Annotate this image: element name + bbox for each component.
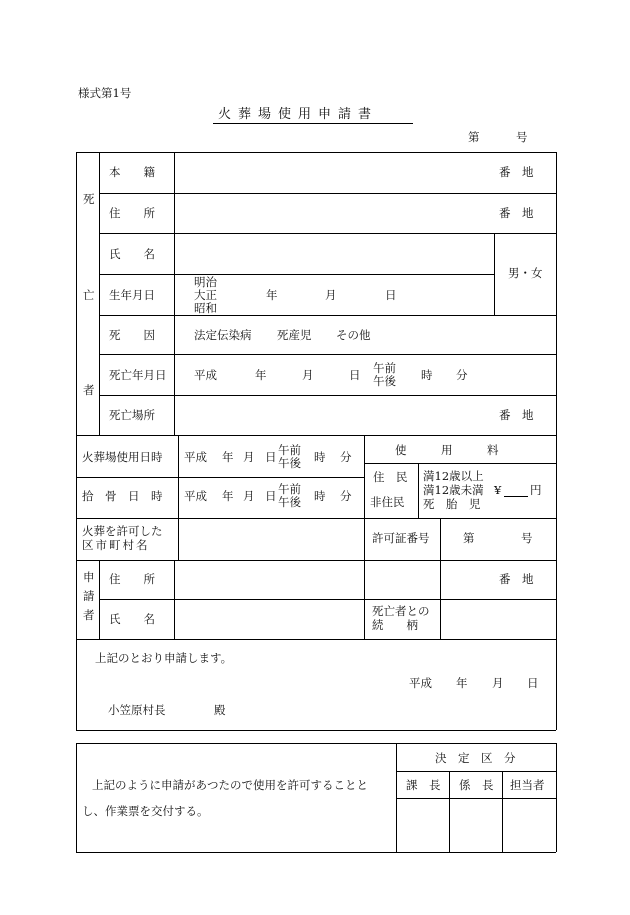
applicant-address-label: 住 所 [109,572,155,586]
honseki-label: 本 籍 [109,165,155,179]
col-section-chief: 課 長 [406,778,441,792]
applicant-side-char-3: 者 [83,608,95,622]
form-number: 様式第1号 [78,86,132,100]
fee-yen-symbol: ¥ [494,483,502,497]
death-date-label: 死亡年月日 [109,368,167,382]
applicant-address-banchi: 番 地 [499,572,534,586]
approval-text-2: し、作業票を交付する。 [82,804,209,818]
deceased-address-banchi: 番 地 [499,206,534,220]
decision-header: 決 定 区 分 [435,751,516,765]
deceased-side-char-2: 亡 [83,288,95,302]
cremation-month: 月 [243,450,255,464]
declaration-text: 上記のとおり申請します。 [95,651,233,665]
cremation-datetime-label: 火葬場使用日時 [82,450,163,464]
bone-year: 年 [222,489,234,503]
permit-municipality-label-1: 火葬を許可した [82,524,163,538]
birth-date-label: 生年月日 [109,288,155,302]
applicant-side-char-2: 請 [83,589,95,603]
fee-resident: 住 民 [373,470,408,484]
cremation-hour: 時 [314,450,326,464]
death-era: 平成 [194,368,217,382]
era-taisho: 大正 [194,288,217,302]
birth-day: 日 [385,288,397,302]
era-showa: 昭和 [194,301,217,315]
declaration-month: 月 [492,676,504,690]
permit-number-prefix: 第 [463,531,475,545]
death-month: 月 [302,368,314,382]
bone-collection-label: 拾 骨 日 時 [82,489,163,503]
cause-other: その他 [336,328,371,342]
death-hour: 時 [421,368,433,382]
permit-number-label: 許可証番号 [372,531,430,545]
era-meiji: 明治 [194,275,217,289]
col-person-in-charge: 担当者 [510,778,545,792]
fee-amount-line [504,496,528,497]
cremation-day: 日 [265,450,277,464]
cause-stillbirth: 死産児 [277,328,312,342]
form-title: 火葬場使用申請書 [218,107,379,122]
declaration-year: 年 [456,676,468,690]
deceased-side-char-3: 者 [83,383,95,397]
death-place-banchi: 番 地 [499,408,534,422]
doc-number-prefix: 第 [468,130,480,144]
death-year: 年 [255,368,267,382]
declaration-day: 日 [527,676,539,690]
birth-month: 月 [325,288,337,302]
death-am: 午前 [373,361,396,375]
title-underline [213,123,413,124]
permit-number-suffix: 号 [521,531,533,545]
fee-header: 使 用 料 [395,443,499,457]
deceased-side-char-1: 死 [83,192,95,206]
applicant-side-char-1: 申 [83,570,95,584]
death-minute: 分 [456,368,468,382]
honseki-banchi: 番 地 [499,165,534,179]
honorific: 殿 [214,703,226,717]
doc-number-suffix: 号 [516,130,528,144]
death-day: 日 [349,368,361,382]
cremation-pm: 午後 [278,456,301,470]
col-subsection-chief: 係 長 [459,778,494,792]
declaration-era: 平成 [409,676,432,690]
death-place-label: 死亡場所 [109,408,155,422]
death-pm: 午後 [373,374,396,388]
bone-pm: 午後 [278,495,301,509]
bone-month: 月 [243,489,255,503]
cremation-year: 年 [222,450,234,464]
cause-infectious: 法定伝染病 [194,328,252,342]
fee-over-12: 満12歳以上 [423,469,484,483]
addressee: 小笠原村長 [108,703,166,717]
applicant-name-label: 氏 名 [109,612,155,626]
cremation-am: 午前 [278,443,301,457]
fee-stillborn: 死 胎 児 [423,497,481,511]
relation-label-1: 死亡者との [372,604,430,618]
cause-label: 死 因 [109,328,155,342]
bone-hour: 時 [314,489,326,503]
permit-municipality-label-2: 区市町村名 [82,538,150,552]
bone-minute: 分 [340,489,352,503]
relation-label-2: 続 柄 [372,618,418,632]
fee-yen-unit: 円 [530,483,542,497]
bone-am: 午前 [278,482,301,496]
fee-under-12: 満12歳未満 [423,483,484,497]
bone-era: 平成 [184,489,207,503]
deceased-name-label: 氏 名 [109,247,155,261]
deceased-address-label: 住 所 [109,206,155,220]
approval-text-1: 上記のように申請があつたので使用を許可することと [92,778,368,792]
cremation-minute: 分 [340,450,352,464]
bone-day: 日 [265,489,277,503]
birth-year: 年 [266,288,278,302]
cremation-era: 平成 [184,450,207,464]
fee-non-resident: 非住民 [370,495,405,509]
sex-options: 男・女 [508,266,543,280]
